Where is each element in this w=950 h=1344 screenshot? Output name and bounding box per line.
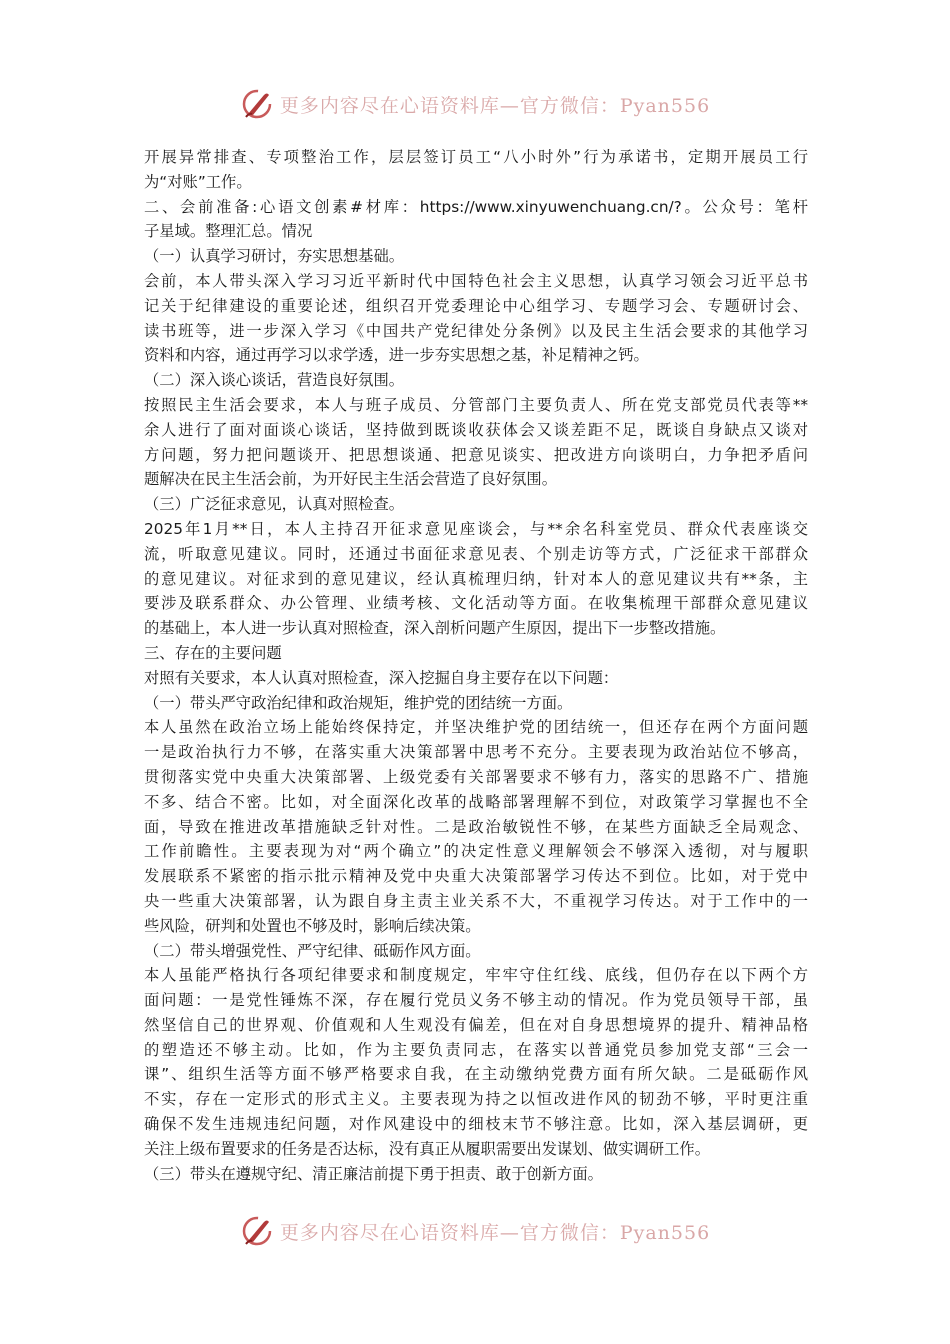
paragraph-line: 些风险，研判和处置也不够及时，影响后续决策。 <box>144 916 481 935</box>
paragraph-line: 余人进行了面对面谈心谈话，坚持做到既谈收获体会又谈差距不足，既谈自身缺点又谈对 <box>144 420 808 439</box>
header-banner-text: 更多内容尽在心语资料库—官方微信：Pyan556 <box>279 94 711 117</box>
paragraph-line: （一）认真学习研讨，夯实思想基础。 <box>144 247 405 266</box>
paragraph-line: 本人虽能严格执行各项纪律要求和制度规定，牢牢守住红线、底线，但仍存在以下两个方 <box>144 966 808 985</box>
paragraph-line: 关注上级布置要求的任务是否达标，没有真正从履职需要出发谋划、做实调研工作。 <box>144 1139 710 1158</box>
paragraph-line: 不多、结合不密。比如，对全面深化改革的战略部署理解不到位，对政策学习掌握也不全 <box>144 792 808 811</box>
paragraph-line: 面，导致在推进改革措施缺乏针对性。二是政治敏锐性不够，在某些方面缺乏全局观念、 <box>144 817 808 836</box>
paragraph-line: 读书班等，进一步深入学习《中国共产党纪律处分条例》以及民主生活会要求的其他学习 <box>144 321 808 340</box>
paragraph-line: 对照有关要求，本人认真对照检查，深入挖掘自身主要存在以下问题： <box>144 668 619 687</box>
paragraph-line: （二）带头增强党性、严守纪律、砥砺作风方面。 <box>144 941 481 960</box>
paragraph-line: （一）带头严守政治纪律和政治规矩，维护党的团结统一方面。 <box>144 693 573 712</box>
paragraph-line: 要涉及联系群众、办公管理、业绩考核、文化活动等方面。在收集梳理干部群众意见建议 <box>144 594 808 613</box>
paragraph-line: 央一些重大决策部署，认为跟自身主责主业关系不大，不重视学习传达。对于工作中的一 <box>144 891 808 910</box>
paragraph-line: 2025年1月**日，本人主持召开征求意见座谈会，与**余名科室党员、群众代表座谈交 <box>144 519 808 538</box>
paragraph-line: 然坚信自己的世界观、价值观和人生观没有偏差，但在对自身思想境界的提升、精神品格 <box>144 1015 808 1034</box>
brush-circle-logo-icon <box>240 1213 276 1249</box>
paragraph-line: 一是政治执行力不够，在落实重大决策部署中思考不充分。主要表现为政治站位不够高， <box>144 743 808 762</box>
paragraph-line: 流，听取意见建议。同时，还通过书面征求意见表、个别走访等方式，广泛征求干部群众 <box>144 544 808 563</box>
paragraph-line: 面问题：一是党性锤炼不深，存在履行党员义务不够主动的情况。作为党员领导干部，虽 <box>144 991 808 1010</box>
paragraph-line: 记关于纪律建设的重要论述，组织召开党委理论中心组学习、专题学习会、专题研讨会、 <box>144 296 808 315</box>
paragraph-line: （三）带头在遵规守纪、清正廉洁前提下勇于担责、敢于创新方面。 <box>144 1164 603 1183</box>
paragraph-line: 课”、组织生活等方面不够严格要求自我，在主动缴纳党费方面有所欠缺。二是砥砺作风 <box>144 1065 808 1084</box>
paragraph-line: 方问题，努力把问题谈开、把思想谈通、把意见谈实、把改进方向谈明白，力争把矛盾问 <box>144 445 808 464</box>
paragraph-line: 资料和内容，通过再学习以求学透，进一步夯实思想之基，补足精神之钙。 <box>144 346 649 365</box>
paragraph-line: 为“对账”工作。 <box>144 172 252 191</box>
paragraph-line: 三、存在的主要问题 <box>144 643 282 662</box>
document-body <box>144 145 808 1186</box>
paragraph-line: 发展联系不紧密的指示批示精神及党中央重大决策部署学习传达不到位。比如，对于党中 <box>144 867 808 886</box>
footer-banner-text: 更多内容尽在心语资料库—官方微信：Pyan556 <box>279 1221 711 1244</box>
brush-circle-logo-icon <box>240 86 276 122</box>
paragraph-line: 的塑造还不够主动。比如，作为主要负责同志，在落实以普通党员参加党支部“三会一 <box>144 1040 808 1059</box>
paragraph-line: 确保不发生违规违纪问题，对作风建设中的细枝末节不够注意。比如，深入基层调研，更 <box>144 1115 808 1134</box>
paragraph-line: 题解决在民主生活会前，为开好民主生活会营造了良好氛围。 <box>144 470 558 489</box>
paragraph-line: 二、会前准备:心语文创素#材库：https://www.xinyuwenchuang.cn/?。公众号：笔杆 <box>144 197 808 216</box>
header-banner <box>0 82 950 126</box>
paragraph-line: （三）广泛征求意见，认真对照检查。 <box>144 495 405 514</box>
paragraph-line: （二）深入谈心谈话，营造良好氛围。 <box>144 371 405 390</box>
paragraph-line: 贯彻落实党中央重大决策部署、上级党委有关部署要求不够有力，落实的思路不广、措施 <box>144 767 808 786</box>
paragraph-line: 本人虽然在政治立场上能始终保持定，并坚决维护党的团结统一，但还存在两个方面问题 <box>144 718 808 737</box>
paragraph-line: 子星域。整理汇总。情况 <box>144 222 313 241</box>
paragraph-line: 工作前瞻性。主要表现为对“两个确立”的决定性意义理解领会不够深入透彻，对与履职 <box>144 842 808 861</box>
paragraph-line: 不实，存在一定形式的形式主义。主要表现为持之以恒改进作风的韧劲不够，平时更注重 <box>144 1090 808 1109</box>
paragraph-line: 的基础上，本人进一步认真对照检查，深入剖析问题产生原因，提出下一步整改措施。 <box>144 619 726 638</box>
paragraph-line: 按照民主生活会要求，本人与班子成员、分管部门主要负责人、所在党支部党员代表等** <box>144 395 808 414</box>
footer-banner <box>0 1209 950 1253</box>
paragraph-line: 的意见建议。对征求到的意见建议，经认真梳理归纳，针对本人的意见建议共有**条，主 <box>144 569 808 588</box>
paragraph-line: 开展异常排查、专项整治工作，层层签订员工“八小时外”行为承诺书，定期开展员工行 <box>144 148 808 166</box>
paragraph-line: 会前，本人带头深入学习习近平新时代中国特色社会主义思想，认真学习领会习近平总书 <box>144 271 808 290</box>
